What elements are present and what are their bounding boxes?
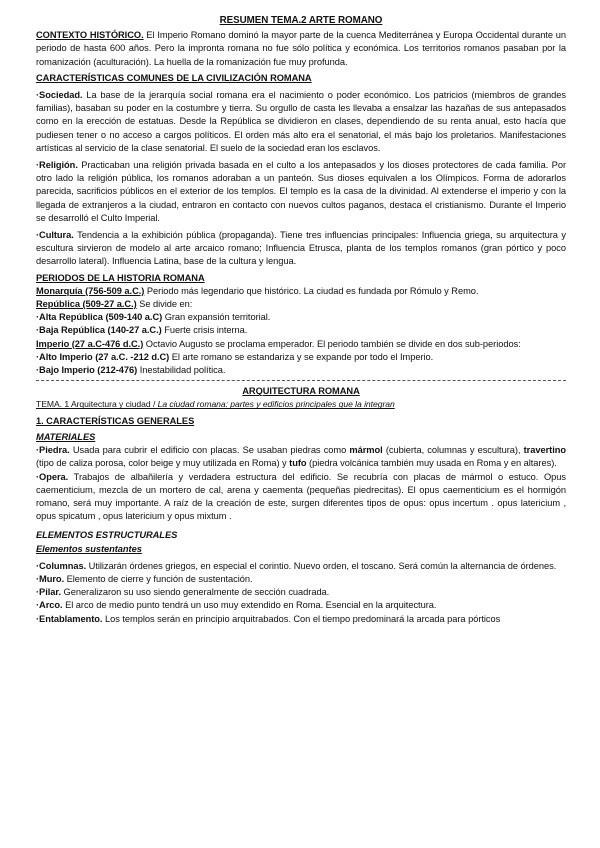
bajo-imperio-text: Inestabilidad política. (137, 365, 226, 376)
piedra-label: ·Piedra. (36, 445, 70, 456)
columnas-label: ·Columnas. (36, 560, 87, 571)
pilar-paragraph (36, 586, 566, 599)
republica-label: República (509-27 a.C.) (36, 299, 137, 310)
section1-heading: 1. CARACTERÍSTICAS GENERALES (36, 415, 195, 426)
opera-label: ·Opera. (36, 471, 69, 482)
republica-text: Se divide en: (136, 299, 193, 310)
alta-republica-text: Gran expansión territorial. (162, 312, 271, 323)
baja-republica-label: ·Baja República (140-27 a.C.) (36, 325, 162, 336)
piedra-text-3: (tipo de caliza porosa, color beige y muy utilizada en Roma) y (36, 458, 290, 469)
section-divider (36, 380, 566, 381)
entablamento-text: Los templos serán en principio arquitrabados. Con el tiempo predominará la arcada para pórticos (102, 613, 501, 624)
contexto-paragraph (36, 29, 566, 69)
baja-republica-line (36, 324, 566, 337)
republica-line (36, 298, 566, 311)
opera-text: Trabajos de albañilería y verdadera estructura del edificio. Se recubría con placas de mármol o estuco. Opus caementicium, mezcla de un mortero de cal, arena y caementa (pequeñas piedrecitas). El opus caementicium es el hormigón romano, será muy importante. A raíz de la creación de este, surgen diferentes tipos de opus: opus incertum . opus latericium , opus spicatum , opus latericium y opus mixtum . (36, 471, 566, 522)
cultura-label: ·Cultura. (36, 230, 74, 241)
piedra-text-4: (piedra volcánica también muy usada en Roma y en altares). (306, 458, 557, 469)
tema-subtitle-plain: TEMA. 1 Arquitectura y ciudad / (36, 399, 158, 410)
imperio-label: Imperio (27 a.C-476 d.C.) (36, 338, 144, 349)
document-title: RESUMEN TEMA.2 ARTE ROMANO (219, 15, 383, 26)
monarquia-line (36, 285, 566, 298)
contexto-label: CONTEXTO HISTÓRICO. (36, 30, 144, 41)
columnas-text: Utilizarán órdenes griegos, en especial el corintio. Nuevo orden, el toscano. Será común la alternancia de órdenes. (86, 560, 557, 571)
opera-paragraph (36, 471, 566, 524)
materiales-heading: MATERIALES (36, 431, 96, 442)
tema-subtitle-italic: La ciudad romana: partes y edificios principales que la integran (157, 399, 395, 410)
bajo-imperio-line (36, 364, 566, 377)
periodos-heading: PERIODOS DE LA HISTORIA ROMANA (36, 272, 205, 283)
muro-text: Elemento de cierre y función de sustentación. (64, 573, 253, 584)
arco-paragraph (36, 599, 566, 612)
cultura-text: Tendencia a la exhibición pública (propaganda). Tiene tres influencias principales: Influencia griega, su arquitectura y escultura sirvieron de modelo al arte arcaico romano; Influencia Etrusca, planta de los templos romanos (gran pórtico y poco desarrollo lateral). Influencia Latina, base de la cultura y lengua. (36, 230, 566, 267)
baja-republica-text: Fuerte crisis interna. (161, 325, 248, 336)
alta-republica-label: ·Alta República (509-140 a.C) (36, 312, 163, 323)
cultura-paragraph (36, 229, 566, 269)
pilar-text: Generalizaron su uso siendo generalmente de sección cuadrada. (60, 587, 330, 598)
religion-text: Practicaban una religión privada basada en el culto a los antepasados y los dioses protectores de cada familia. Por otro lado la religión pública, los romanos adoraban a un panteón. Sus dioses equivalen a los Olímpicos. Forma de adorarlos parecida, sacrificios públicos en el exterior de los templos. El templo es la casa de la divinidad. Al extenderse el imperio y con la llegada de extranjeros a la ciudad, entraron en contacto con nuevos cultos paganos, destaca el cristianismo. Durante el Imperio se desarrolló el Culto Imperial. (36, 160, 566, 223)
alta-republica-line (36, 311, 566, 324)
sustentantes-heading: Elementos sustentantes (36, 543, 142, 554)
religion-paragraph (36, 159, 566, 225)
caracteristicas-heading: CARACTERÍSTICAS COMUNES DE LA CIVILIZACIÓN ROMANA (36, 72, 312, 83)
piedra-text-2: (cubierta, columnas y escultura), (382, 445, 524, 456)
sociedad-label: ·Sociedad. (36, 90, 83, 101)
alto-imperio-line (36, 351, 566, 364)
entablamento-label: ·Entablamento. (36, 613, 103, 624)
imperio-line (36, 338, 566, 351)
bajo-imperio-label: ·Bajo Imperio (212-476) (36, 365, 138, 376)
alto-imperio-label: ·Alto Imperio (27 a.C. -212 d.C) (36, 351, 170, 362)
contexto-text: El Imperio Romano dominó la mayor parte de la cuenca Mediterránea y Europa Occidental durante un periodo de hasta 600 años. Pero la impronta romana no fue sólo política y económica. Los territorios romanos pasaban por la romanización (aculturación). La huella de la romanización fue muy profunda. (36, 30, 566, 67)
piedra-marmol: mármol (349, 445, 383, 456)
piedra-paragraph (36, 444, 566, 470)
piedra-text-1: Usada para cubrir el edificio con placas. Se usaban piedras como (69, 445, 350, 456)
piedra-tufo: tufo (289, 458, 307, 469)
pilar-label: ·Pilar. (36, 587, 61, 598)
arquitectura-heading: ARQUITECTURA ROMANA (242, 386, 360, 397)
entablamento-paragraph (36, 613, 566, 626)
muro-label: ·Muro. (36, 573, 65, 584)
monarquia-text: Periodo más legendario que histórico. La ciudad es fundada por Rómulo y Remo. (144, 285, 479, 296)
piedra-travertino: travertino (523, 445, 566, 456)
alto-imperio-text: El arte romano se estandariza y se expande por todo el Imperio. (169, 351, 434, 362)
tema-subtitle (36, 398, 566, 411)
arco-label: ·Arco. (36, 600, 63, 611)
imperio-text: Octavio Augusto se proclama emperador. El periodo también se divide en dos sub-periodos: (143, 338, 521, 349)
sociedad-text: La base de la jerarquía social romana era el nacimiento o poder económico. Los patricios (miembros de grandes familias), basaban su poder en la costumbre y tierra. Su orgullo de casta les llevaba a ensalzar las hazañas de sus antepasados como en la erección de estatuas. Desde la República se dividieron en clases, dependiendo de su renta anual, esto hacía que pudiesen tener o no acceso a cargos políticos. El orden más alto era el senatorial, el más bajo los proletarios. Manifestaciones artísticas al servicio de la clase senatorial. El suelo de la sociedad eran los esclavos. (36, 90, 566, 153)
monarquia-label: Monarquía (756-509 a.C.) (36, 285, 145, 296)
sociedad-paragraph (36, 89, 566, 155)
columnas-paragraph (36, 560, 566, 573)
arco-text: El arco de medio punto tendrá un uso muy extendido en Roma. Esencial en la arquitectura. (62, 600, 437, 611)
religion-label: ·Religión. (36, 160, 78, 171)
elementos-heading: ELEMENTOS ESTRUCTURALES (36, 530, 178, 541)
muro-paragraph (36, 573, 566, 586)
